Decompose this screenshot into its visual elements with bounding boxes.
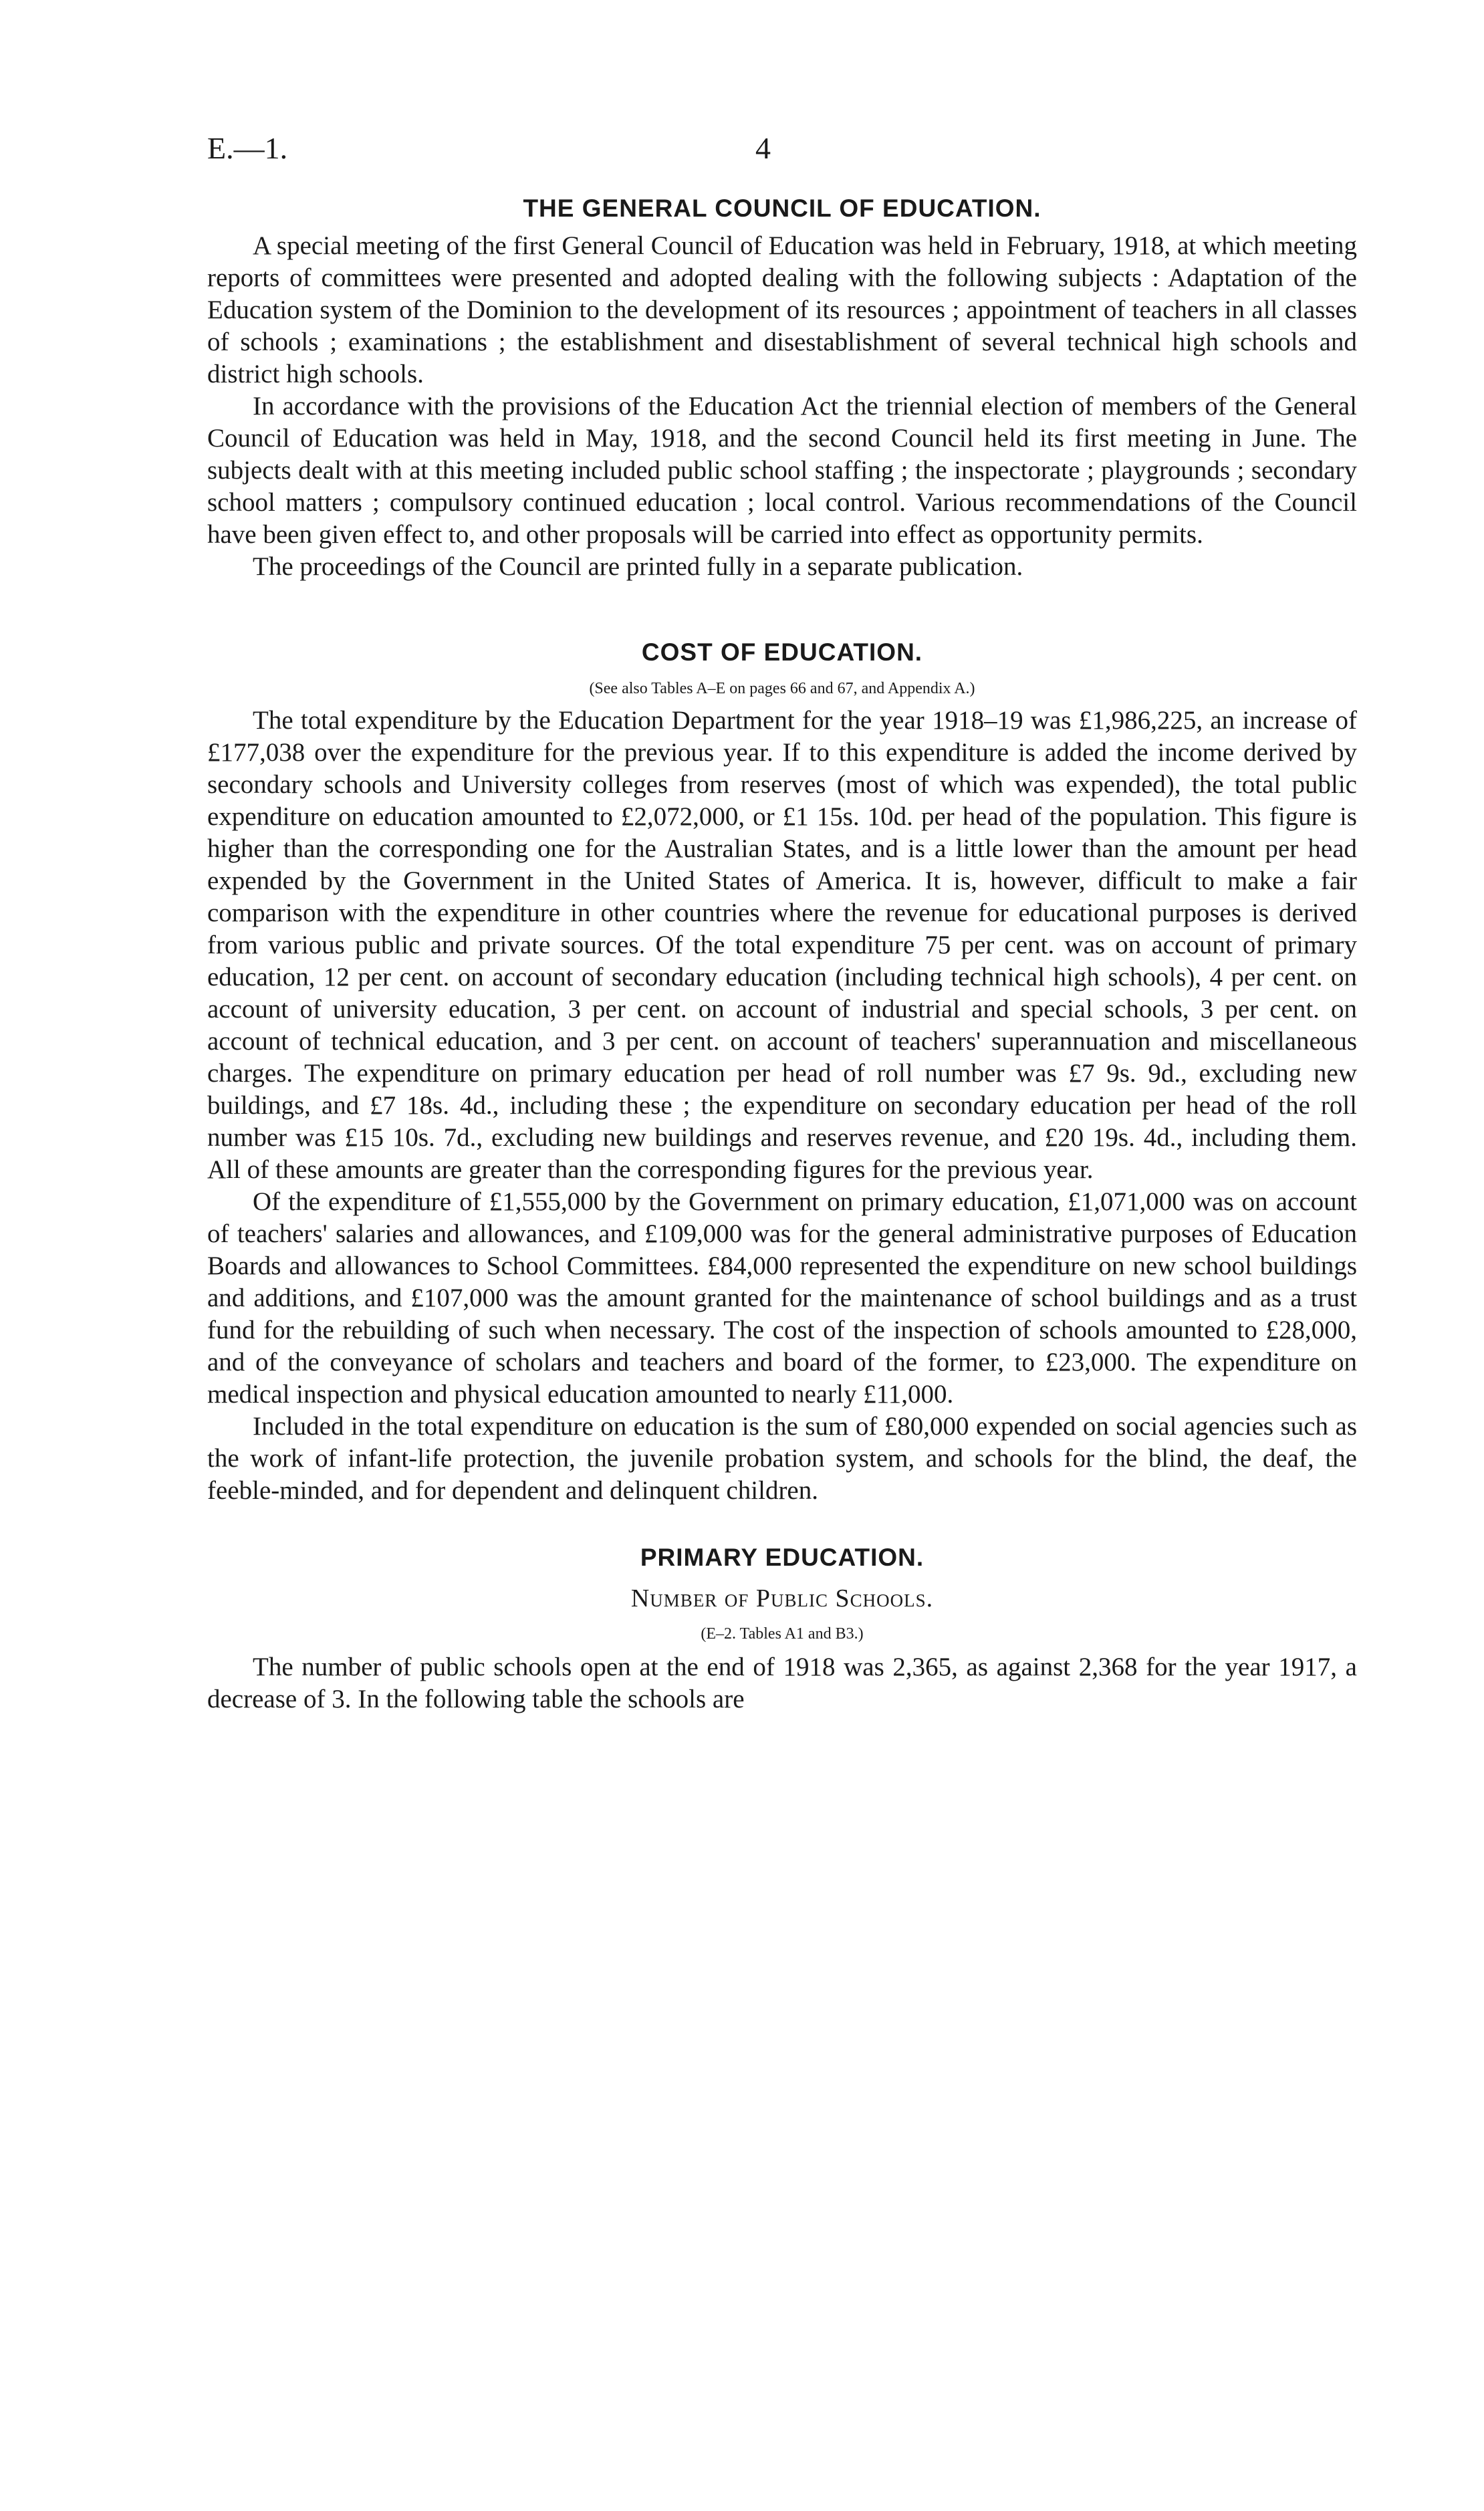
table-reference-note: (See also Tables A–E on pages 66 and 67, and Appendix A.) (589, 680, 975, 697)
paragraph: Of the expenditure of £1,555,000 by the Government on primary education, £1,071,000 was on account of teachers' salaries and allowances, and £109,000 was for the general administrative purposes of Education Boards and allowances to School Committees. £84,000 represented the expenditure on new school buildings and additions, and £107,000 was the amount granted for the maintenance of school buildings and as a trust fund for the rebuilding of such when necessary. The cost of the inspection of schools amounted to £28,000, and of the conveyance of scholars and teachers and board of the former, to £23,000. The expenditure on medical inspection and physical education amounted to nearly £11,000. (207, 1187, 1357, 1409)
page-number: 4 (755, 131, 771, 165)
section-title: COST OF EDUCATION. (641, 638, 923, 666)
paragraph: Included in the total expenditure on education is the sum of £80,000 expended on social agencies such as the work of infant-life protection, the juvenile probation system, and schools for the blind, the deaf, the feeble-minded, and for dependent and delinquent children. (207, 1412, 1357, 1505)
section-title: THE GENERAL COUNCIL OF EDUCATION. (523, 195, 1041, 222)
section-title: PRIMARY EDUCATION. (640, 1544, 924, 1571)
paragraph: A special meeting of the first General Council of Education was held in February, 1918, at which meeting reports of committees were presented and adopted dealing with the following subjects : Adaptation of the Education system of the Dominion to the development of its resources ; appointment of teachers in all classes of schools ; examinations ; the establishment and disestablishment of several technical high schools and district high schools. (207, 231, 1357, 388)
paragraph: In accordance with the provisions of the Education Act the triennial election of members of the General Council of Education was held in May, 1918, and the second Council held its first meeting in June. The subjects dealt with at this meeting included public school staffing ; the inspectorate ; playgrounds ; secondary school matters ; compulsory continued education ; local control. Various recommendations of the Council have been given effect to, and other proposals will be carried into effect as opportunity permits. (207, 392, 1357, 549)
general-council-section (207, 191, 1357, 583)
cost-of-education-section (207, 635, 1357, 1507)
report-reference: E.—1. (207, 131, 288, 165)
paragraph: The proceedings of the Council are printed fully in a separate publication. (253, 552, 1023, 581)
running-header (207, 127, 1357, 170)
paragraph: The number of public schools open at the end of 1918 was 2,365, as against 2,368 for the year 1917, a decrease of 3. In the following table the schools are (207, 1653, 1357, 1713)
paragraph: The total expenditure by the Education Department for the year 1918–19 was £1,986,225, an increase of £177,038 over the expenditure for the previous year. If to this expenditure is added the income derived by secondary schools and University colleges from reserves (most of which was expended), the total public expenditure on education amounted to £2,072,000, or £1 15s. 10d. per head of the population. This figure is higher than the corresponding one for the Australian States, and is a little lower than the amount per head expended by the Government in the United States of America. It is, however, difficult to make a fair comparison with the expenditure in other countries where the revenue for educational purposes is derived from various public and private sources. Of the total expenditure 75 per cent. was on account of primary education, 12 per cent. on account of secondary education (including technical high schools), 4 per cent. on account of university education, 3 per cent. on account of industrial and special schools, 3 per cent. on account of technical education, and 3 per cent. on account of teachers' superannuation and miscellaneous charges. The expenditure on primary education per head of roll number was £7 9s. 9d., excluding new buildings, and £7 18s. 4d., including these ; the expenditure on secondary education per head of the roll number was £15 10s. 7d., excluding new buildings and reserves revenue, and £20 19s. 4d., including them. All of these amounts are greater than the corresponding figures for the previous year. (207, 706, 1357, 1184)
document-page (207, 127, 1357, 1715)
table-reference-note: (E–2. Tables A1 and B3.) (701, 1625, 864, 1643)
subsection-heading: Number of Public Schools. (630, 1584, 934, 1612)
primary-education-section (207, 1540, 1357, 1715)
